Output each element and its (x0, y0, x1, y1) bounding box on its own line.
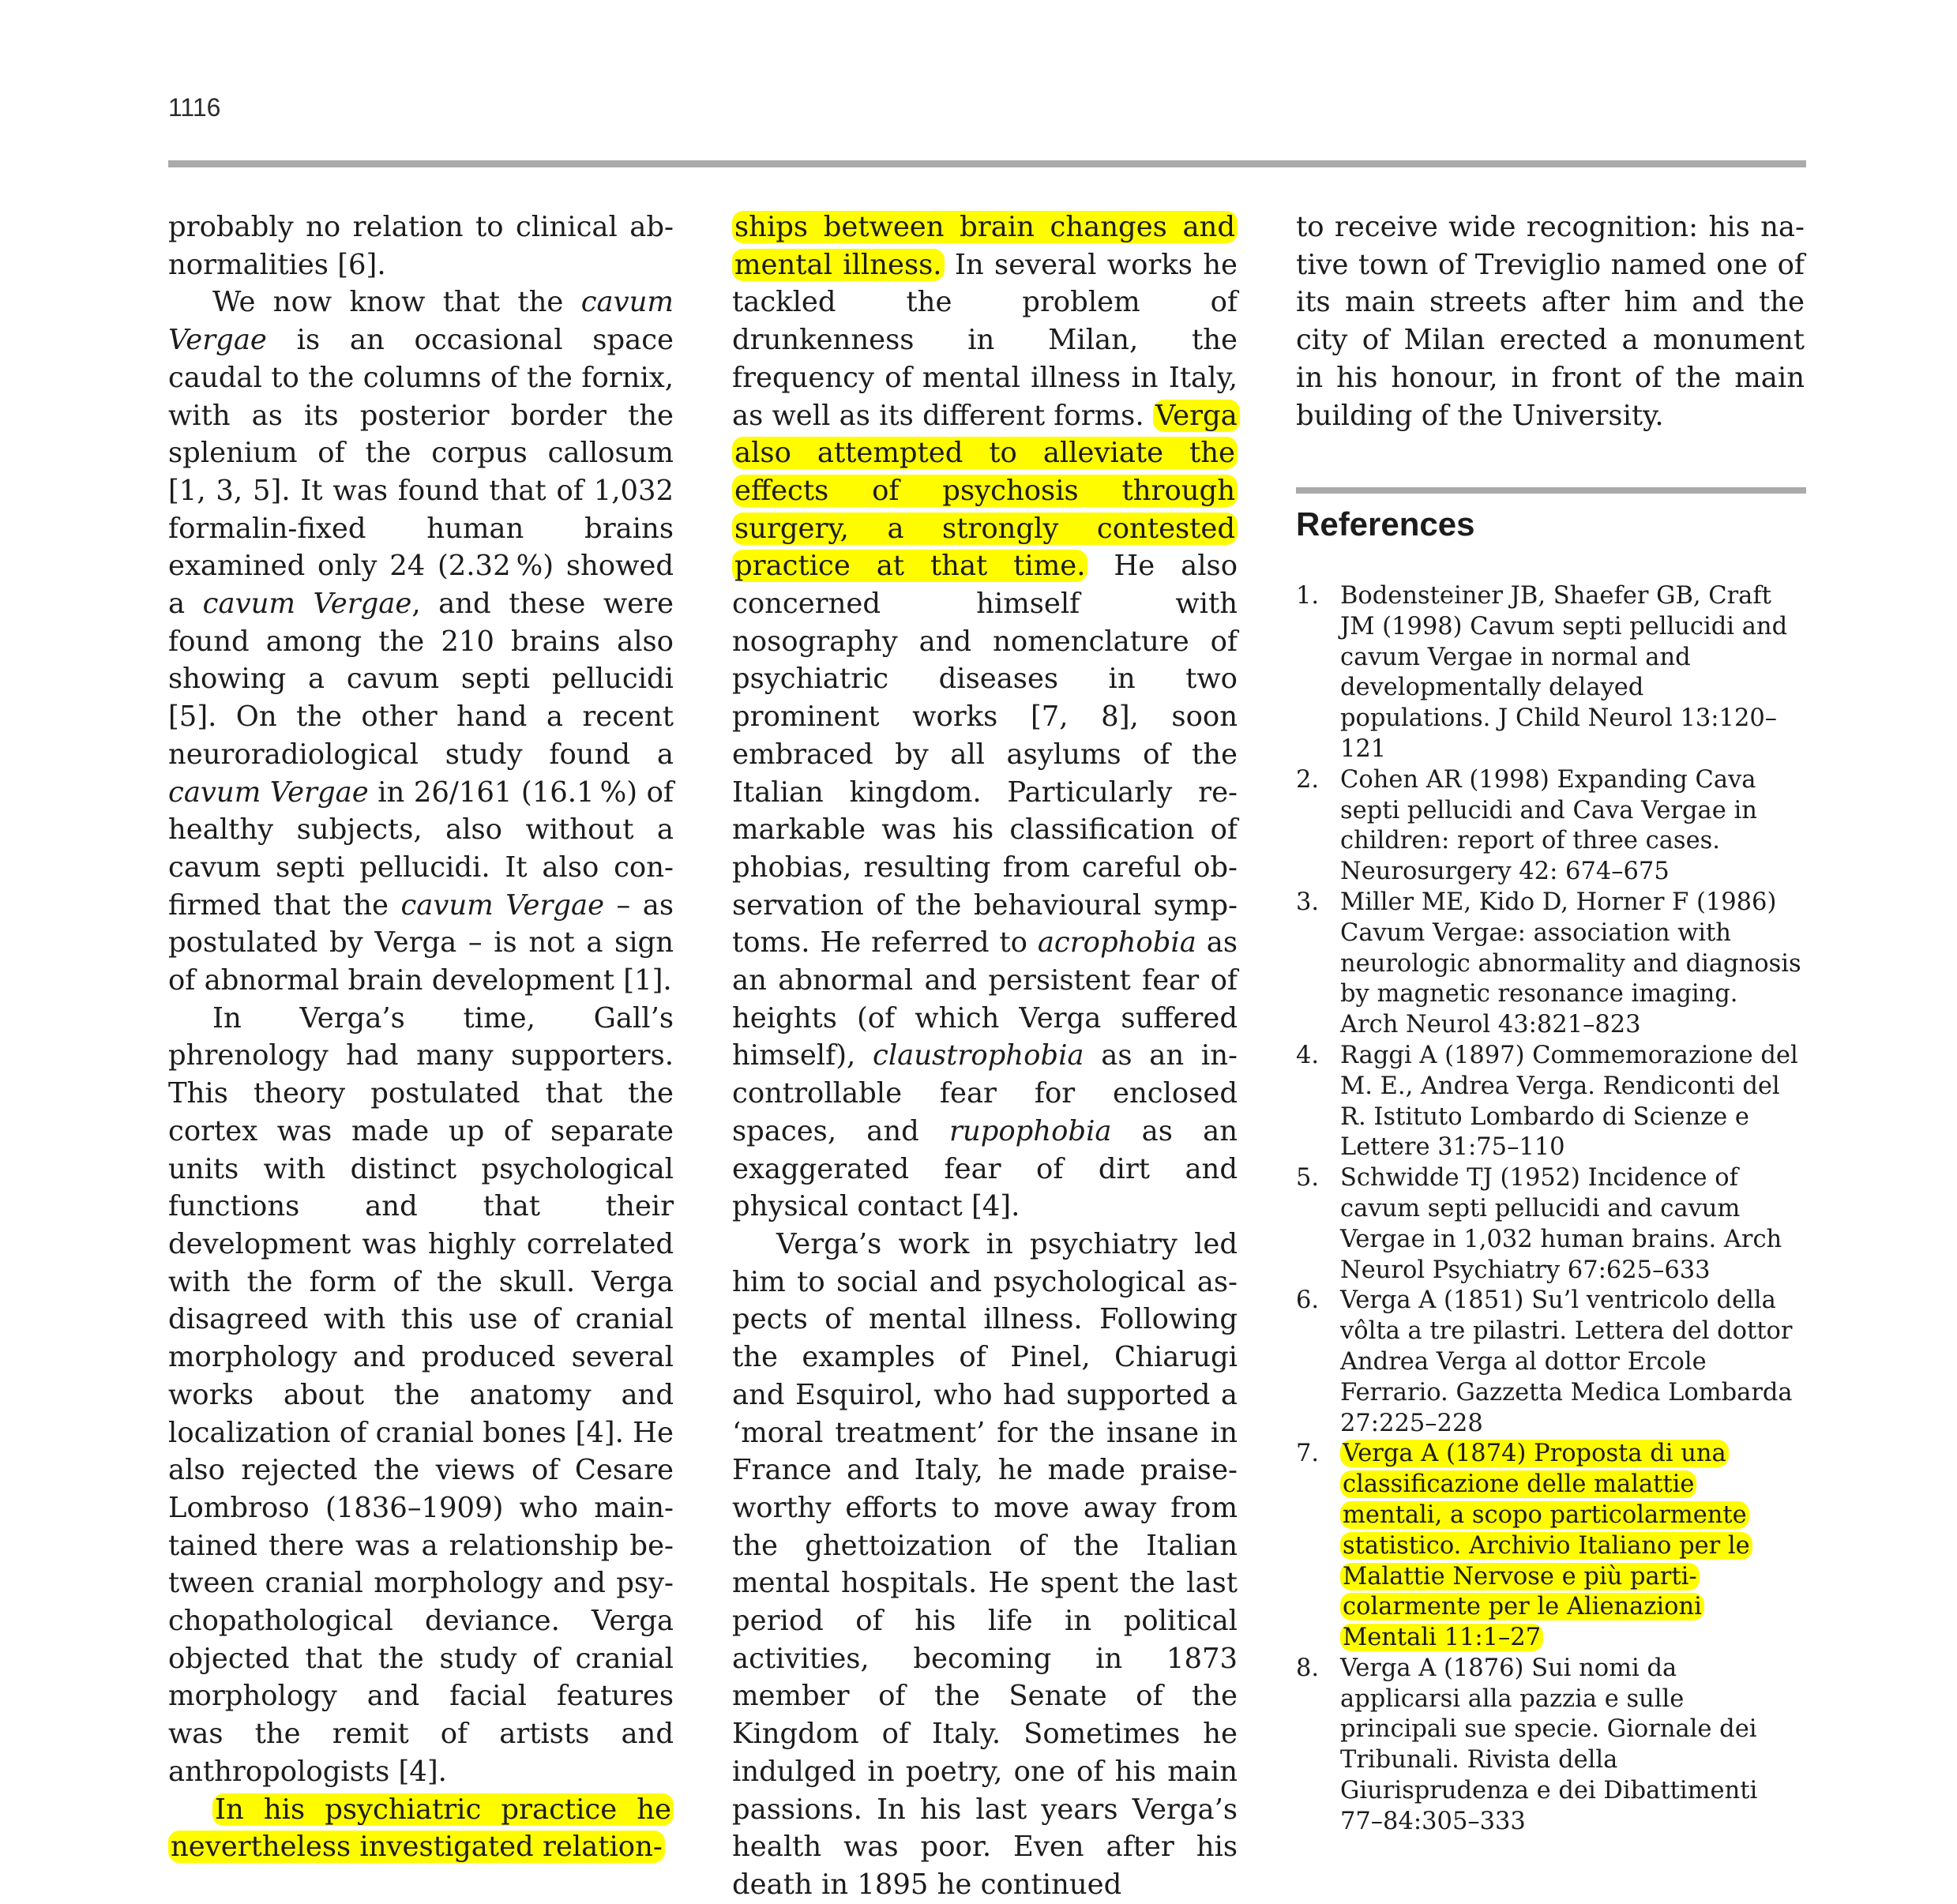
reference-item (1296, 1286, 1801, 1439)
highlighted-text[interactable]: ships between brain changes and mental illness. (732, 211, 1238, 281)
references-heading: References (1296, 505, 1475, 543)
reference-text: Miller ME, Kido D, Horner F (1986) Cavum Vergae: association with neurologic abnormality and diagnosis by magnetic resonance imaging. Arch Neurol 43:821–823 (1340, 888, 1801, 1039)
reference-number: 7. (1296, 1440, 1320, 1468)
reference-item (1296, 581, 1801, 765)
paragraph: probably no relation to clinical abnormalities [6]. (168, 211, 674, 281)
reference-text: Raggi A (1897) Commemorazione del M. E., Andrea Verga. Rendiconti del R. Istituto Lombardo di Scienze e Lettere 31:75–110 (1340, 1041, 1798, 1162)
italic-term: cavum Vergae (400, 888, 605, 922)
reference-number: 5. (1296, 1164, 1320, 1192)
italic-term: rupophobia (948, 1114, 1112, 1147)
references-rule (1296, 487, 1806, 494)
reference-number: 4. (1296, 1041, 1320, 1069)
text-run: – as postulated by Verga – is not a sign of abnormal brain development [1]. (168, 888, 674, 997)
references-list (1296, 581, 1801, 1838)
text-run: We now know that the (212, 286, 581, 319)
text-run: as an incontrollable fear for enclosed spaces, and (732, 1039, 1238, 1147)
text-run: He also concerned himself with nosography and nomenclature of psychiatric diseases in two prominent works [7, 8], soon embraced by all asylums of the Italian kingdom. Particularly remarkable was his classification of phobias, resulting from careful observation of the behavioural symptoms. He referred to (732, 550, 1238, 960)
reference-number: 2. (1296, 765, 1320, 794)
reference-text: Verga A (1876) Sui nomi da applicarsi alla pazzia e sulle principali sue specie. Giornale dei Tribunali. Rivista della Giurisprudenza e dei Dibattimenti 77–84:305–333 (1340, 1654, 1758, 1835)
paragraph (168, 1791, 674, 1866)
reference-text: Bodensteiner JB, Shaefer GB, Craft JM (1998) Cavum septi pellucidi and cavum Vergae in normal and developmentally delayed populations. J Child Neurol 13:120–121 (1340, 582, 1788, 763)
italic-term: cavum Vergae (168, 775, 369, 809)
page-number: 1116 (168, 93, 221, 122)
text-run: as an exaggerated fear of dirt and physical contact [4]. (732, 1114, 1238, 1223)
reference-item (1296, 1163, 1801, 1286)
header-rule (168, 160, 1806, 167)
paragraph: Verga’s work in psychiatry led him to social and psychological aspects of mental illness. Following the examples of Pinel, Chiarugi and Esquirol, who had supported a ‘moral treatment’ for the insane in France and Italy, he made praiseworthy efforts to move away from the ghettoization of the Italian mental hospitals. He spent the last period of his life in political activities, becoming in 1873 member of the Senate of the Kingdom of Italy. Sometimes he indulged in poetry, one of his main passions. In his last years Verga’s health was poor. Even after his death in 1895 he continued (732, 1227, 1238, 1901)
reference-item (1296, 1041, 1801, 1163)
highlighted-text[interactable]: In his psychiatric practice he nevertheless investigated relation- (168, 1793, 674, 1864)
reference-text-highlighted (1340, 1439, 1801, 1654)
reference-item (1296, 1439, 1801, 1654)
text-run: In several works he tackled the problem of drunkenness in Milan, the frequency of mental illness in Italy, as well as its different forms. (732, 248, 1238, 432)
text-column-1 (168, 208, 674, 1866)
text-run: is an occasional space caudal to the columns of the fornix, with as its posterior border the splenium of the corpus callosum [1, 3, 5]. It was found that of 1,032 formalin-fixed human brains examined only 24 (2.32 %) showed a (168, 324, 674, 621)
reference-item (1296, 888, 1801, 1041)
text-run: , and these were found among the 210 brains also showing a cavum septi pellucidi [5]. On the other hand a recent neuroradiological study found a (168, 588, 674, 771)
paragraph (732, 208, 1238, 1226)
text-column-3 (1296, 208, 1805, 434)
italic-term: acrophobia (1037, 926, 1196, 960)
italic-term: claustrophobia (873, 1039, 1084, 1072)
reference-item (1296, 1654, 1801, 1838)
highlighted-text[interactable]: Verga A (1874) Proposta di una classificazione delle malattie mentali, a scopo particolarmente statistico. Archivio Italiano per le Malattie Nervose e più particolarmente per le Alienazioni Mentali 11:1–27 (1340, 1440, 1752, 1651)
highlighted-text[interactable]: Verga also attempted to alleviate the effects of psychosis through surgery, a strongly contested practice at that time. (732, 400, 1240, 583)
reference-number: 6. (1296, 1286, 1320, 1315)
reference-text: Schwidde TJ (1952) Incidence of cavum septi pellucidi and cavum Vergae in 1,032 human brains. Arch Neurol Psychiatry 67:625–633 (1340, 1164, 1782, 1284)
italic-term: cavum Vergae (202, 588, 412, 621)
text-column-2 (732, 208, 1238, 1904)
paragraph (168, 284, 674, 999)
reference-text: Cohen AR (1998) Expanding Cava septi pellucidi and Cava Vergae in children: report of three cases. Neurosurgery 42: 674–675 (1340, 765, 1757, 886)
paragraph: to receive wide recognition: his native town of Treviglio named one of its main streets after him and the city of Milan erected a monument in his honour, in front of the main building of the University. (1296, 211, 1805, 432)
reference-number: 1. (1296, 582, 1320, 610)
text-run: in 26/161 (16.1 %) of healthy subjects, also without a cavum septi pellucidi. It also confirmed that the (168, 775, 674, 922)
paragraph: In Verga’s time, Gall’s phrenology had many supporters. This theory postulated that the cortex was made up of separate units with distinct psychological functions and that their development was highly correlated with the form of the skull. Verga disagreed with this use of cranial morphology and produced several works about the anatomy and localization of cranial bones [4]. He also rejected the views of Cesare Lombroso (1836–1909) who maintained there was a relationship between cranial morphology and psychopathological deviance. Verga objected that the study of cranial morphology and facial features was the remit of artists and anthropologists [4]. (168, 1001, 674, 1788)
text-run: as an abnormal and persistent fear of heights (of which Verga suffered himself), (732, 926, 1238, 1072)
reference-number: 8. (1296, 1654, 1320, 1682)
reference-text: Verga A (1851) Su’l ventricolo della vôlta a tre pilastri. Lettera del dottor Andrea Verga al dottor Ercole Ferrario. Gazzetta Medica Lombarda 27:225–228 (1340, 1286, 1793, 1437)
italic-term: cavum Vergae (168, 286, 674, 357)
reference-item (1296, 765, 1801, 888)
reference-number: 3. (1296, 888, 1320, 916)
